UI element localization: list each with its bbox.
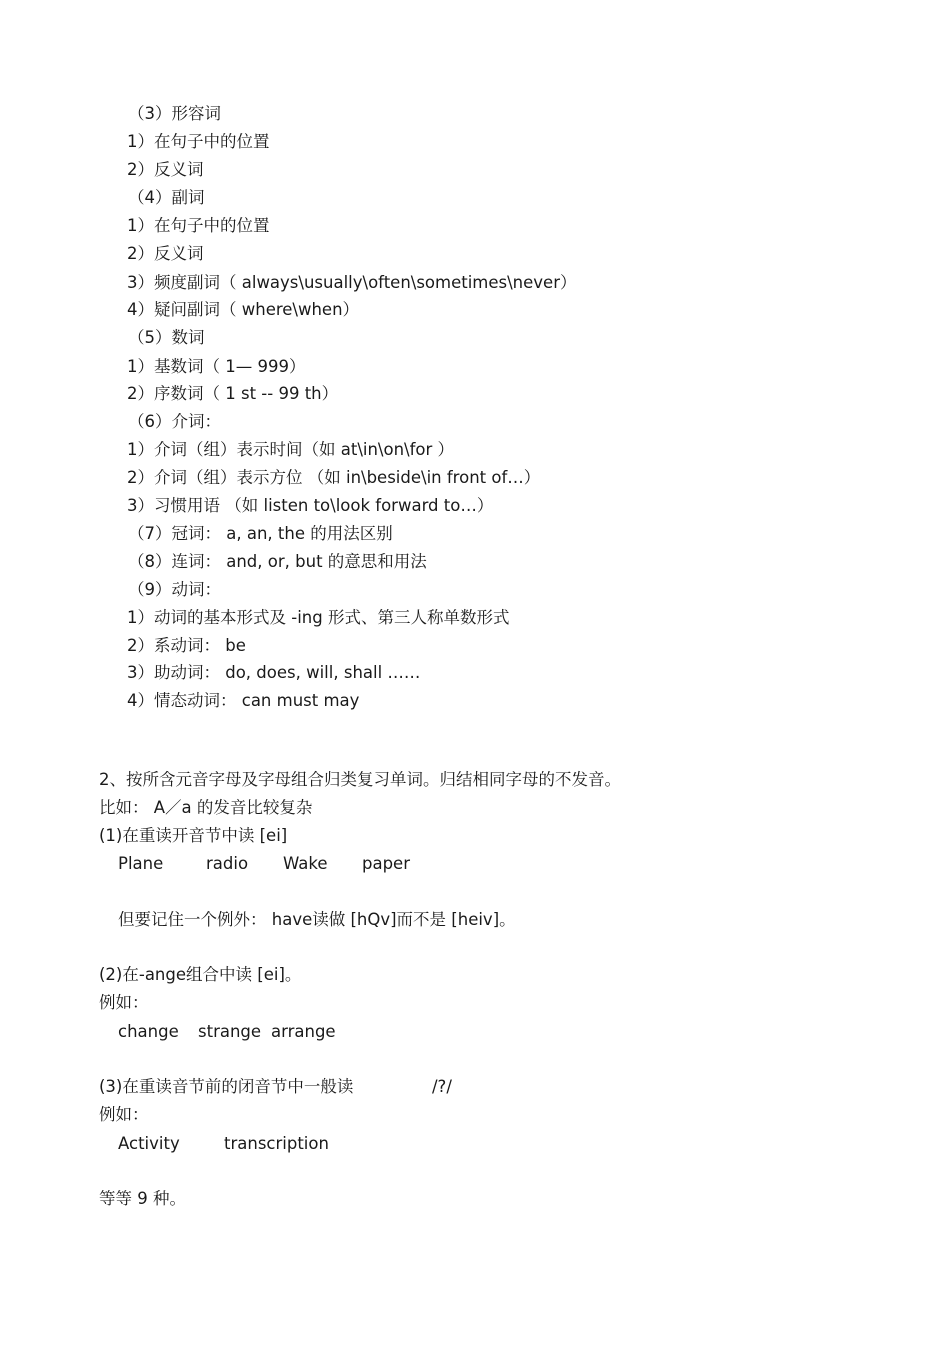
rule-3-title: (3)在重读音节前的闭音节中一般读 — [99, 1077, 354, 1096]
rule-3-phonetic-symbol: /?/ — [432, 1077, 452, 1096]
list-item: 3）习惯用语 （如 listen to\look forward to…） — [127, 496, 494, 515]
section-heading-verb: （9）动词： — [128, 580, 221, 599]
list-item: 3）助动词： do, does, will, shall …… — [127, 663, 421, 682]
list-item: 1）介词（组）表示时间（如 at\in\on\for ） — [127, 440, 455, 459]
list-item: 1）在句子中的位置 — [127, 216, 270, 235]
example-word: paper — [362, 854, 410, 873]
example-word: transcription — [224, 1134, 329, 1153]
list-item: 4）疑问副词（ where\when） — [127, 300, 360, 319]
section-heading-numeral: （5）数词 — [128, 328, 205, 347]
example-word: Wake — [283, 854, 328, 873]
example-word: strange — [198, 1022, 262, 1041]
closing-note: 等等 9 种。 — [99, 1189, 186, 1208]
rule-1-exception: 但要记住一个例外： have读做 [hQv]而不是 [heiv]。 — [118, 910, 516, 929]
phonics-intro: 2、按所含元音字母及字母组合归类复习单词。归结相同字母的不发音。 — [99, 770, 621, 789]
section-heading-adjective: （3）形容词 — [128, 104, 221, 123]
example-word: Activity — [118, 1134, 180, 1153]
example-word: arrange — [271, 1022, 336, 1041]
example-word: radio — [206, 854, 249, 873]
list-item: 2）系动词： be — [127, 636, 246, 655]
rule-2-title: (2)在-ange组合中读 [ei]。 — [99, 965, 302, 984]
example-word: change — [118, 1022, 179, 1041]
list-item: 2）反义词 — [127, 160, 204, 179]
section-heading-article: （7）冠词： a, an, the 的用法区别 — [128, 524, 393, 543]
section-heading-adverb: （4）副词 — [128, 188, 205, 207]
list-item: 1）基数词（ 1— 999） — [127, 357, 306, 376]
list-item: 2）介词（组）表示方位 （如 in\beside\in front of…） — [127, 468, 541, 487]
list-item: 2）序数词（ 1 st -- 99 th） — [127, 384, 339, 403]
rule-2-example-label: 例如： — [99, 993, 149, 1012]
list-item: 3）频度副词（ always\usually\often\sometimes\never） — [127, 273, 577, 292]
list-item: 4）情态动词： can must may — [127, 691, 360, 710]
phonics-example-intro: 比如： A／a 的发音比较复杂 — [99, 798, 313, 817]
rule-1-title: (1)在重读开音节中读 [ei] — [99, 826, 288, 845]
list-item: 1）在句子中的位置 — [127, 132, 270, 151]
rule-3-example-label: 例如： — [99, 1105, 149, 1124]
example-word: Plane — [118, 854, 164, 873]
list-item: 2）反义词 — [127, 244, 204, 263]
section-heading-conjunction: （8）连词： and, or, but 的意思和用法 — [128, 552, 427, 571]
list-item: 1）动词的基本形式及 -ing 形式、第三人称单数形式 — [127, 608, 510, 627]
section-heading-preposition: （6）介词： — [128, 412, 221, 431]
